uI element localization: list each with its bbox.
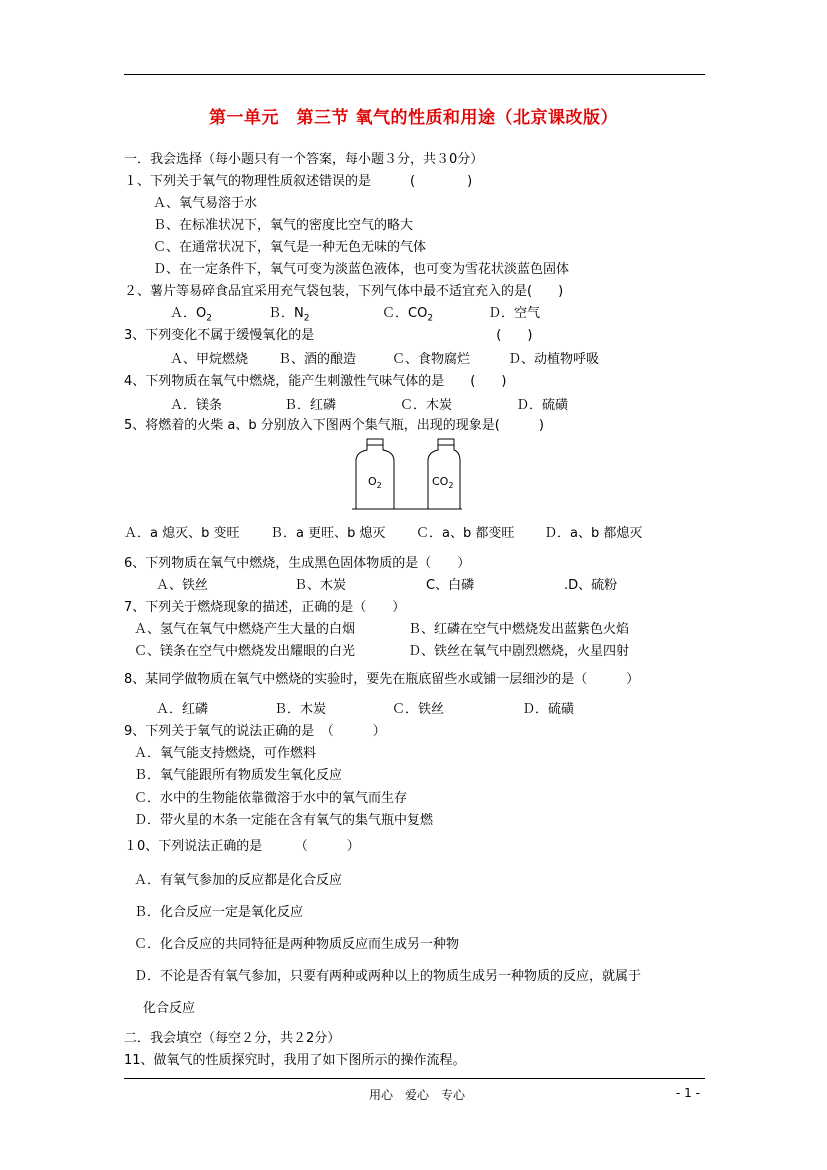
question-5: 5、将燃着的火柴 a、b 分别放入下图两个集气瓶，出现的现象是( ) [124, 418, 544, 433]
question-8-options [156, 702, 596, 718]
question-4-options [170, 398, 590, 414]
question-9: 9、下列关于氧气的说法正确的是 （ ） [124, 724, 386, 739]
question-3-option-a: Ａ、甲烷燃烧 [170, 352, 249, 367]
question-6-option-b: Ｂ、木炭 [294, 578, 347, 593]
question-7-option-b: Ｂ、红磷在空气中燃烧发出蓝紫色火焰 [408, 622, 630, 637]
question-8-option-c: Ｃ．铁丝 [392, 702, 445, 717]
question-1-option-c: Ｃ、在通常状况下，氧气是一种无色无味的气体 [153, 240, 427, 255]
question-7-option-d: Ｄ、铁丝在氧气中剧烈燃烧，火星四射 [408, 644, 630, 659]
question-3-options [170, 352, 620, 368]
question-5-option-c: Ｃ．a、b 都变旺 [416, 526, 515, 541]
question-3-option-d: Ｄ、动植物呼吸 [508, 352, 600, 367]
footer-motto: 用心 爱心 专心 [369, 1088, 466, 1102]
question-8: 8、某同学做物质在氧气中燃烧的实验时，要先在瓶底留些水或铺一层细沙的是（ ） [124, 672, 640, 687]
question-2-options [170, 306, 570, 322]
question-2-option-d: Ｄ．空气 [488, 306, 541, 321]
question-6-option-a: Ａ、铁丝 [156, 578, 209, 593]
question-3: 3、下列变化不属于缓慢氧化的是 ( ) [124, 328, 533, 343]
page-title: 第一单元 第三节 氧气的性质和用途（北京课改版） [209, 108, 618, 128]
question-6-option-d: .D、硫粉 [564, 578, 618, 593]
question-3-option-c: Ｃ、食物腐烂 [392, 352, 471, 367]
question-4: 4、下列物质在氧气中燃烧，能产生刺激性气味气体的是 ( ) [124, 374, 507, 389]
question-11: 11、做氧气的性质探究时，我用了如下图所示的操作流程。 [124, 1053, 466, 1068]
page-number: - 1 - [676, 1086, 700, 1100]
carbon-dioxide-bottle-label: $CO_2$ [432, 475, 454, 490]
carbon-dioxide-bottle [428, 439, 460, 509]
question-2-option-a: Ａ．$O_2$ [170, 306, 212, 324]
gas-bottles-diagram [352, 437, 462, 513]
question-4-option-c: Ｃ．木炭 [400, 398, 453, 413]
question-10-option-c: Ｃ．化合反应的共同特征是两种物质反应而生成另一种物 [134, 937, 460, 952]
question-9-option-b: Ｂ．氧气能跟所有物质发生氧化反应 [134, 768, 343, 783]
question-9-option-a: Ａ．氧气能支持燃烧，可作燃料 [134, 746, 317, 761]
section-1-heading: 一．我会选择（每小题只有一个答案，每小题３分，共３0分） [124, 152, 484, 167]
question-5-option-b: Ｂ．a 更旺、b 熄灭 [270, 526, 386, 541]
question-1-option-a: Ａ、氧气易溶于水 [153, 196, 258, 211]
question-6-options [156, 578, 636, 594]
question-4-option-b: Ｂ．红磷 [284, 398, 337, 413]
question-2-option-c: Ｃ．$CO_2$ [382, 306, 434, 324]
question-9-option-c: Ｃ．水中的生物能依靠微溶于水中的氧气而生存 [134, 791, 408, 806]
question-5-option-d: Ｄ．a、b 都熄灭 [544, 526, 643, 541]
question-4-option-d: Ｄ．硫磺 [516, 398, 569, 413]
question-1-option-d: Ｄ、在一定条件下，氧气可变为淡蓝色液体，也可变为雪花状淡蓝色固体 [153, 262, 570, 277]
question-2: ２、薯片等易碎食品宜采用充气袋包装，下列气体中最不适宜充入的是( ) [124, 284, 564, 299]
question-6-option-c: C、白磷 [426, 578, 475, 593]
question-3-option-b: Ｂ、酒的酿造 [278, 352, 357, 367]
question-9-option-d: Ｄ．带火星的木条一定能在含有氧气的集气瓶中复燃 [134, 813, 434, 828]
footer-rule [124, 1078, 705, 1079]
question-1-option-b: Ｂ、在标准状况下，氧气的密度比空气的略大 [153, 218, 414, 233]
question-6: 6、下列物质在氧气中燃烧，生成黑色固体物质的是（ ） [124, 556, 471, 571]
question-10-option-a: Ａ．有氧气参加的反应都是化合反应 [134, 873, 343, 888]
question-5-options [124, 526, 684, 542]
question-8-option-b: Ｂ．木炭 [274, 702, 327, 717]
header-rule [124, 74, 705, 75]
question-5-option-a: Ａ．a 熄灭、b 变旺 [124, 526, 240, 541]
section-2-heading: 二．我会填空（每空２分，共２2分） [124, 1031, 341, 1046]
question-7-option-c: Ｃ、镁条在空气中燃烧发出耀眼的白光 [134, 644, 356, 659]
question-1: １、下列关于氧气的物理性质叙述错误的是 ( ) [124, 174, 473, 189]
question-7-option-a: Ａ、氢气在氧气中燃烧产生大量的白烟 [134, 622, 356, 637]
question-10-option-d-continued: 化合反应 [143, 1001, 196, 1016]
question-10-option-b: Ｂ．化合反应一定是氧化反应 [134, 905, 304, 920]
oxygen-bottle-label: $O_2$ [368, 475, 382, 490]
question-10-option-d: Ｄ．不论是否有氧气参加，只要有两种或两种以上的物质生成另一种物质的反应，就属于 [134, 969, 642, 984]
question-8-option-d: Ｄ．硫磺 [522, 702, 575, 717]
oxygen-bottle [356, 439, 394, 509]
question-4-option-a: Ａ．镁条 [170, 398, 223, 413]
question-2-option-b: Ｂ．$N_2$ [268, 306, 310, 324]
question-7: 7、下列关于燃烧现象的描述，正确的是（ ） [124, 600, 406, 615]
question-10: １0、下列说法正确的是 （ ） [124, 839, 360, 854]
question-8-option-a: Ａ．红磷 [156, 702, 209, 717]
